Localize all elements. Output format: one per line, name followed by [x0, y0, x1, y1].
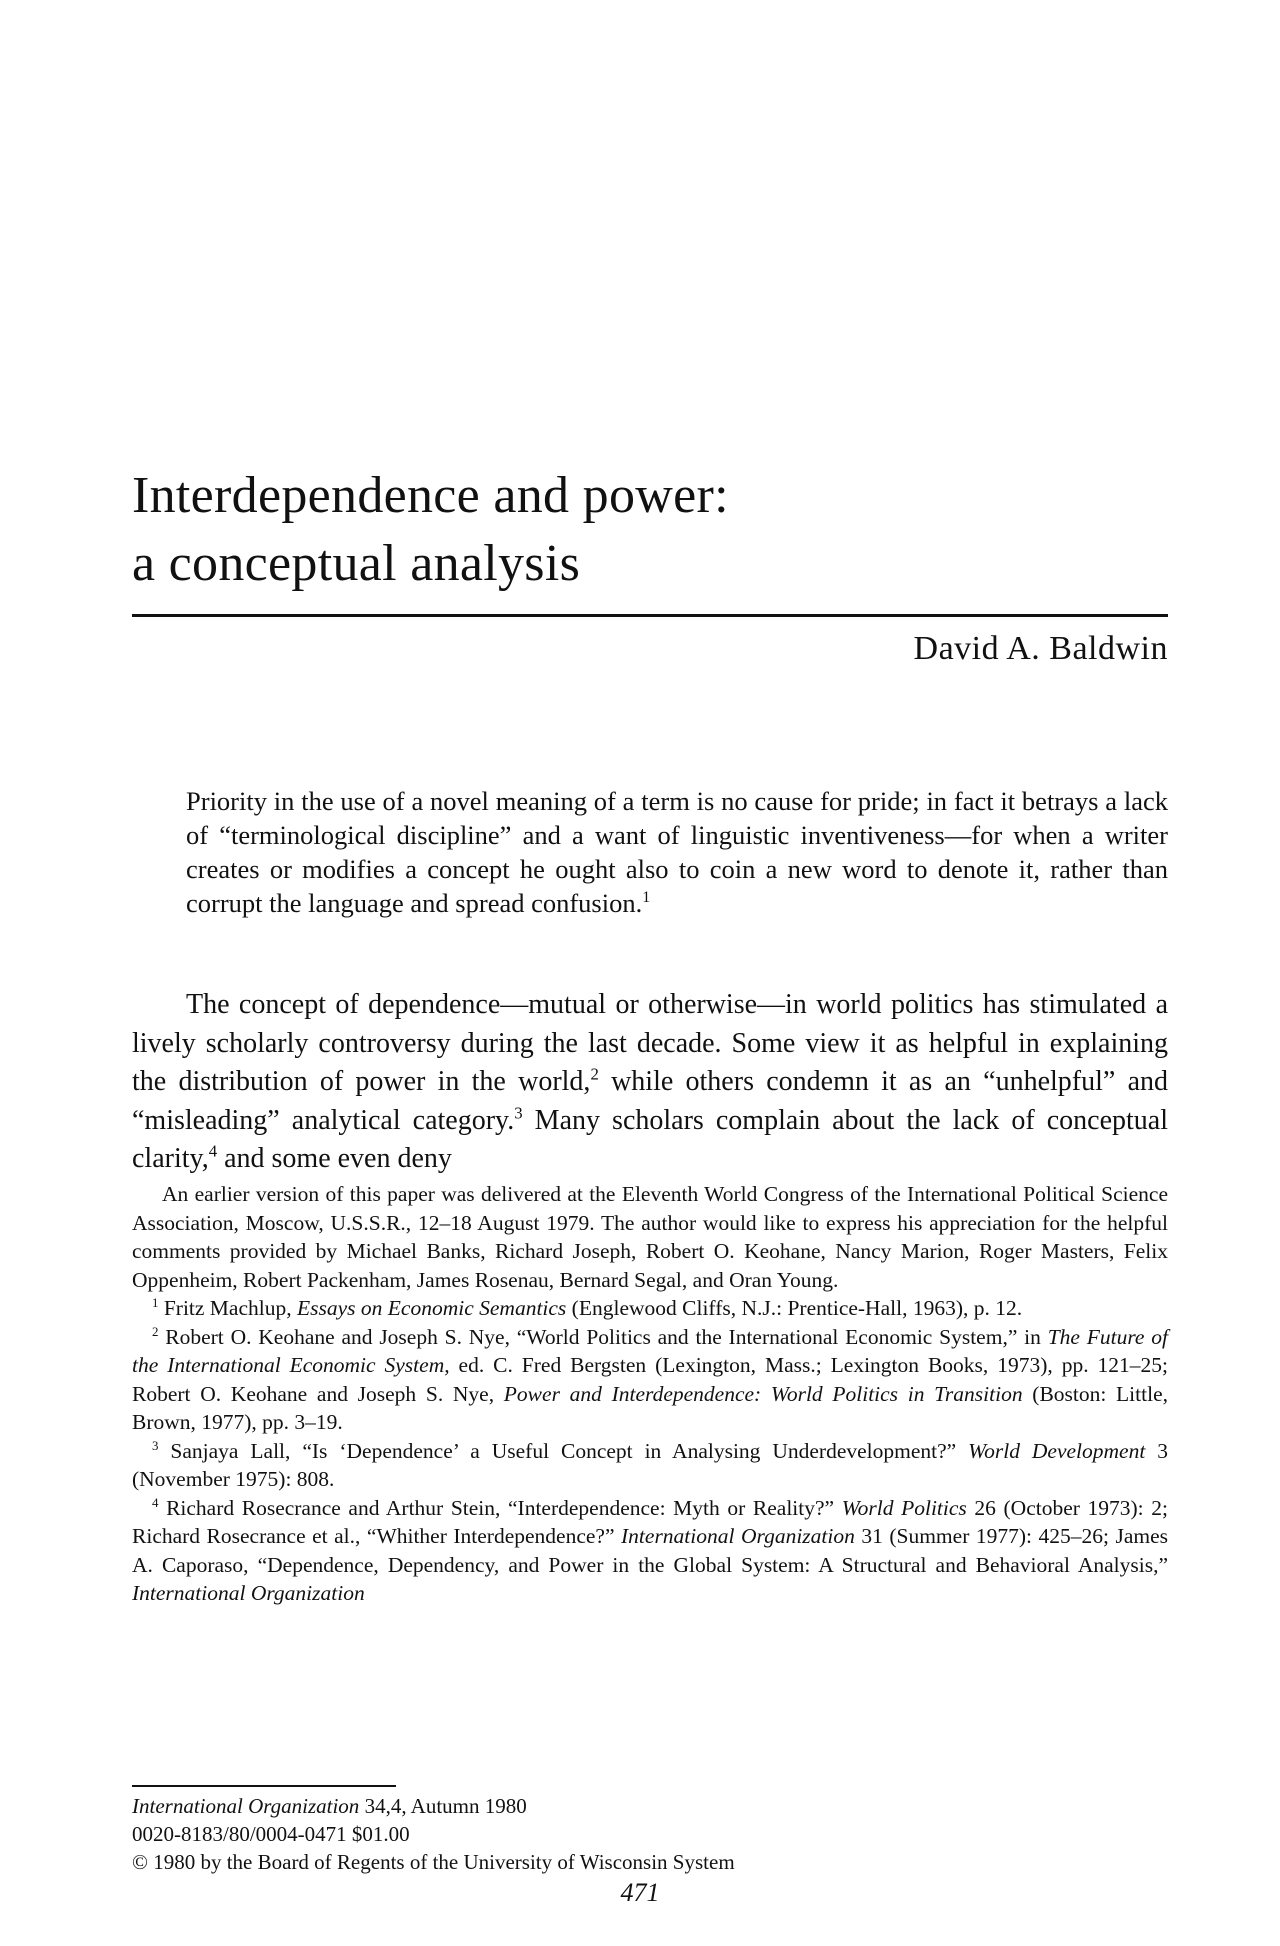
body-sentence-2: while others condemn it as an “unhelpful” and “misleading” analytical category. — [132, 1066, 1168, 1136]
acknowledgment-note: An earlier version of this paper was delivered at the Eleventh World Congress of the International Political Science Association, Moscow, U.S.S.R., 12–18 August 1979. The author would like to express his appreciation for the helpful comments provided by Michael Banks, Richard Joseph, Robert O. Keohane, Nancy Marion, Roger Masters, Felix Oppenheim, Robert Packenham, James Rosenau, Bernard Segal, and Oran Young. — [132, 1182, 1168, 1292]
epigraph-text: Priority in the use of a novel meaning of a term is no cause for pride; in fact it betrays a lack of “terminological discipline” and a want of linguistic inventiveness—for when a writer creates or modifies a concept he ought also to coin a new word to denote it, rather than corrupt the language and spread confusion. — [186, 786, 1168, 918]
footnote-text: (Boston: Little, Brown, 1977), pp. 3–19. — [132, 1381, 1168, 1434]
footnote-title: World Politics — [841, 1495, 967, 1520]
copyright-notice: © 1980 by the Board of Regents of the University of Wisconsin System — [132, 1850, 735, 1874]
footnote-text: 3 (November 1975): 808. — [132, 1438, 1169, 1491]
journal-code: 0020-8183/80/0004-0471 $01.00 — [132, 1822, 410, 1846]
footnote-title: The Future of the International Economic System, — [132, 1324, 1168, 1377]
footnote-text: 31 (Summer 1977): 425–26; James A. Caporaso, “Dependence, Dependency, and Power in the Global System: A Structural and Behavioral Analysis,” — [132, 1524, 1168, 1577]
footnote-text: Richard Rosecrance and Arthur Stein, “Interdependence: Myth or Reality?” — [158, 1495, 842, 1520]
journal-name: International Organization — [132, 1794, 360, 1818]
footnote-title: International Organization — [132, 1581, 365, 1605]
footnote-2 — [132, 1323, 1168, 1437]
body-sentence-1: The concept of dependence—mutual or otherwise—in world politics has stimulated a lively scholarly controversy during the last decade. Some view it as helpful in explaining the distribution of power in the world, — [132, 989, 1168, 1097]
footnote-text: ed. C. Fred Bergsten (Lexington, Mass.; Lexington Books, 1973), pp. 121–25; Robert O. Keohane and Joseph S. Nye, — [132, 1353, 1168, 1406]
journal-issue: 34,4, Autumn 1980 — [359, 1794, 527, 1818]
footnote-text: Fritz Machlup, — [158, 1296, 297, 1320]
footnote-number: 2 — [152, 1324, 159, 1339]
footnote-title: Power and Interdependence: World Politics in Transition — [503, 1381, 1023, 1406]
title-line-1: Interdependence and power: — [132, 467, 729, 524]
footnote-text: (Englewood Cliffs, N.J.: Prentice-Hall, 1963), p. 12. — [566, 1296, 1023, 1320]
footnote-title: International Organization — [621, 1524, 855, 1548]
note-ref-1: 1 — [642, 889, 651, 907]
footnote-text: Robert O. Keohane and Joseph S. Nye, “World Politics and the International Economic System,” in — [158, 1324, 1048, 1349]
note-ref-4: 4 — [208, 1141, 218, 1161]
footnote-title: World Development — [968, 1438, 1146, 1463]
footnote-number: 4 — [152, 1495, 159, 1510]
note-ref-2: 2 — [590, 1064, 599, 1084]
footnote-text: 26 (October 1973): 2; Richard Rosecrance et al., “Whither Interdependence?” — [132, 1495, 1168, 1548]
footnote-text: Sanjaya Lall, “Is ‘Dependence’ a Useful Concept in Analysing Underdevelopment?” — [158, 1438, 969, 1463]
title-rule — [132, 614, 1168, 617]
journal-citation — [132, 1792, 735, 1820]
body-sentence-4: and some even deny — [217, 1143, 452, 1174]
footnote-number: 3 — [152, 1438, 159, 1453]
title-line-2: a conceptual analysis — [132, 535, 581, 592]
footnote-title: Essays on Economic Semantics — [297, 1296, 567, 1320]
article-title — [132, 462, 1172, 598]
footnote-3 — [132, 1437, 1168, 1494]
body-sentence-3: Many scholars complain about the lack of conceptual clarity, — [132, 1104, 1168, 1174]
footnote-number: 1 — [152, 1295, 159, 1310]
note-ref-3: 3 — [514, 1103, 523, 1123]
footnote-4 — [132, 1494, 1168, 1608]
footnotes — [132, 1180, 1168, 1608]
footer-rule — [132, 1785, 396, 1787]
epigraph — [186, 784, 1168, 920]
body-paragraph — [132, 986, 1168, 1179]
author-name: David A. Baldwin — [913, 630, 1168, 667]
page-number: 471 — [620, 1878, 660, 1907]
journal-imprint — [132, 1792, 735, 1876]
footnote-1 — [132, 1294, 1168, 1323]
